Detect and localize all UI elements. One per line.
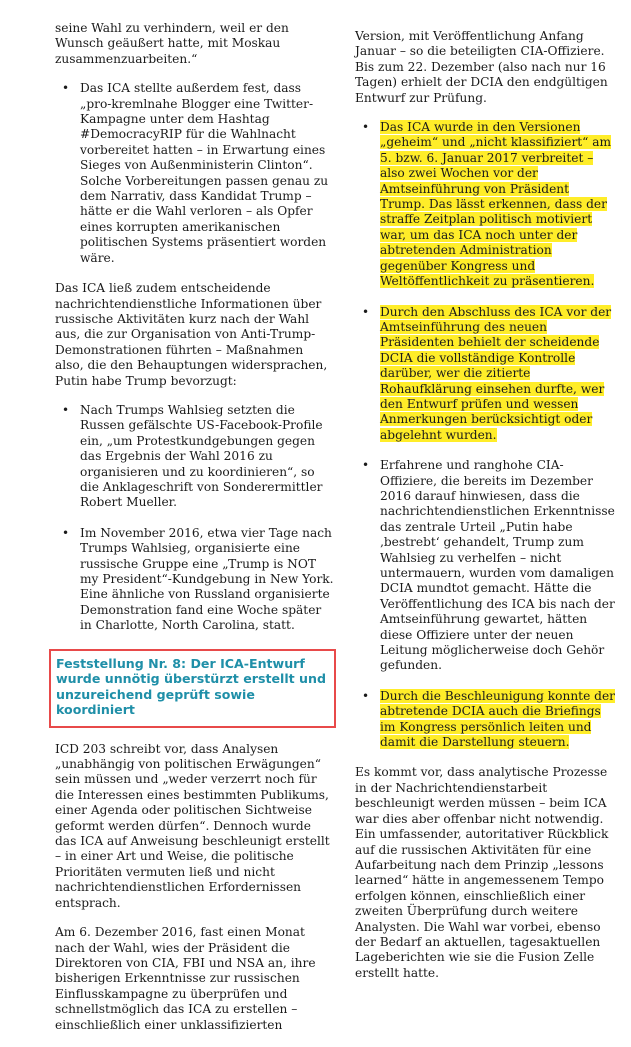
- list-item: [355, 689, 617, 751]
- left-intro-paragraph: seine Wahl zu verhindern, weil er den Wunsch geäußert hatte, mit Moskau zusammenzuarbeiten.“: [55, 21, 289, 66]
- list-item: [55, 526, 334, 634]
- left-paragraph-2: Das ICA ließ zudem entscheidende nachrichtendienstliche Informationen über russische Aktivitäten kurz nach der Wahl aus, die zur Organisation von Anti-Trump-Demonstrationen führten – Maßnahmen also, die den Behauptungen widersprachen, Putin habe Trump bevorzugt:: [55, 281, 328, 388]
- left-paragraph-4: Am 6. Dezember 2016, fast einen Monat nach der Wahl, wies der Präsident die Direktoren von CIA, FBI und NSA an, ihre bisherigen Erkenntnisse zur russischen Einflusskampagne zu überprüfen und schnellstmöglich das ICA zu erstellen – einschließlich einer unklassifizierten: [55, 925, 316, 1032]
- left-bullet-list-2: [55, 403, 334, 634]
- left-bullet-2-text: Nach Trumps Wahlsieg setzten die Russen gefälschte US-Facebook-Profile ein, „um Protestkundgebungen gegen das Ergebnis der Wahl 2016 zu organisieren und zu koordinieren“, so die Anklageschrift von Sonderermittler Robert Mueller.: [80, 402, 323, 510]
- bullet-icon: •: [362, 120, 370, 135]
- list-item: [355, 305, 617, 444]
- right-bullet-1-text: Das ICA wurde in den Versionen „geheim“ und „nicht klassifiziert“ am 5. bzw. 6. Januar 2017 verbreitet – also zwei Wochen vor der Amtseinführung von Präsident Trump. Das lässt erkennen, dass der straffe Zeitplan politisch motiviert war, um das ICA noch unter der abtretenden Administration gegenüber Kongress und Weltöffentlichkeit zu präsentieren.: [380, 120, 612, 289]
- right-bullet-3-text: Erfahrene und ranghohe CIA-Offiziere, die bereits im Dezember 2016 darauf hinwiesen, dass die nachrichtendienstlichen Erkenntnisse das zentrale Urteil „Putin habe ‚bestrebt‘ gehandelt, Trump zum Wahlsieg zu verhelfen – nicht untermauern, wurden vom damaligen DCIA mundtot gemacht. Hätte die Veröffentlichung des ICA bis nach der Amtseinführung gewartet, hätten diese Offiziere unter der neuen Leitung möglicherweise doch Gehör gefunden.: [380, 458, 615, 673]
- left-paragraph-3: ICD 203 schreibt vor, dass Analysen „unabhängig von politischen Erwägungen“ sein müssen und „weder verzerrt noch für die Interessen eines bestimmten Publikums, einer Agenda oder politischen Sichtweise geformt werden dürfen“. Dennoch wurde das ICA auf Anweisung beschleunigt erstellt – in einer Art und Weise, die politische Prioritäten vermuten ließ und nicht nachrichtendienstlichen Erfordernissen entsprach.: [55, 741, 330, 910]
- bullet-icon: •: [62, 81, 70, 96]
- bullet-icon: •: [362, 304, 370, 319]
- right-bullet-4-text: Durch die Beschleunigung konnte der abtretende DCIA auch die Briefings im Kongress persönlich leiten und damit die Darstellung steuern.: [380, 688, 616, 750]
- finding-8-box: [49, 649, 336, 728]
- list-item: [55, 81, 334, 266]
- left-bullet-list-1: [55, 81, 334, 266]
- bullet-icon: •: [362, 688, 370, 703]
- bullet-icon: •: [62, 402, 70, 417]
- bullet-icon: •: [362, 458, 370, 473]
- right-bullet-2-text: Durch den Abschluss des ICA vor der Amtseinführung des neuen Präsidenten behielt der scheidende DCIA die vollständige Kontrolle darüber, wer die zitierte Rohaufklärung einsehen durfte, wer den Entwurf prüfen und wessen Anmerkungen berücksichtigt oder abgelehnt wurden.: [380, 304, 612, 442]
- right-paragraph-2: Es kommt vor, dass analytische Prozesse in der Nachrichtendienstarbeit beschleunigt werden müssen – beim ICA war dies aber offenbar nicht notwendig. Ein umfassender, autoritativer Rückblick auf die russischen Aktivitäten für eine Aufarbeitung nach dem Prinzip „lessons learned“ hätte in angemessenem Tempo erfolgen können, einschließlich einer zweiten Überprüfung durch weitere Analysten. Die Wahl war vorbei, ebenso der Bedarf an aktuellen, tagesaktuellen Lageberichten wie sie die Fusion Zelle erstellt hatte.: [355, 765, 609, 980]
- left-column: [55, 0, 334, 1047]
- list-item: [355, 120, 617, 289]
- bullet-icon: •: [62, 525, 70, 540]
- left-bullet-1-text: Das ICA stellte außerdem fest, dass „pro-kremlnahe Blogger eine Twitter-Kampagne unter dem Hashtag #DemocracyRIP für die Wahlnacht vorbereitet hatten – in Erwartung eines Sieges von Außenministerin Clinton“. Solche Vorbereitungen passen genau zu dem Narrativ, dass Kandidat Trump – hätte er die Wahl verloren – als Opfer eines korrupten amerikanischen politischen Systems präsentiert worden wäre.: [80, 81, 329, 265]
- list-item: [355, 458, 617, 674]
- right-intro-paragraph: Version, mit Veröffentlichung Anfang Januar – so die beteiligten CIA-Offiziere. Bis zum 22. Dezember (also nach nur 16 Tagen) erhielt der DCIA den endgültigen Entwurf zur Prüfung.: [355, 29, 608, 105]
- right-column: [355, 0, 617, 995]
- left-bullet-3-text: Im November 2016, etwa vier Tage nach Trumps Wahlsieg, organisierte eine russische Gruppe eine „Trump is NOT my President“-Kundgebung in New York. Eine ähnliche von Russland organisierte Demonstration fand eine Woche später in Charlotte, North Carolina, statt.: [80, 525, 334, 633]
- list-item: [55, 403, 334, 511]
- finding-8-heading: Feststellung Nr. 8: Der ICA-Entwurf wurde unnötig überstürzt erstellt und unzureichend geprüft sowie koordiniert: [56, 655, 326, 718]
- right-bullet-list: [355, 120, 617, 750]
